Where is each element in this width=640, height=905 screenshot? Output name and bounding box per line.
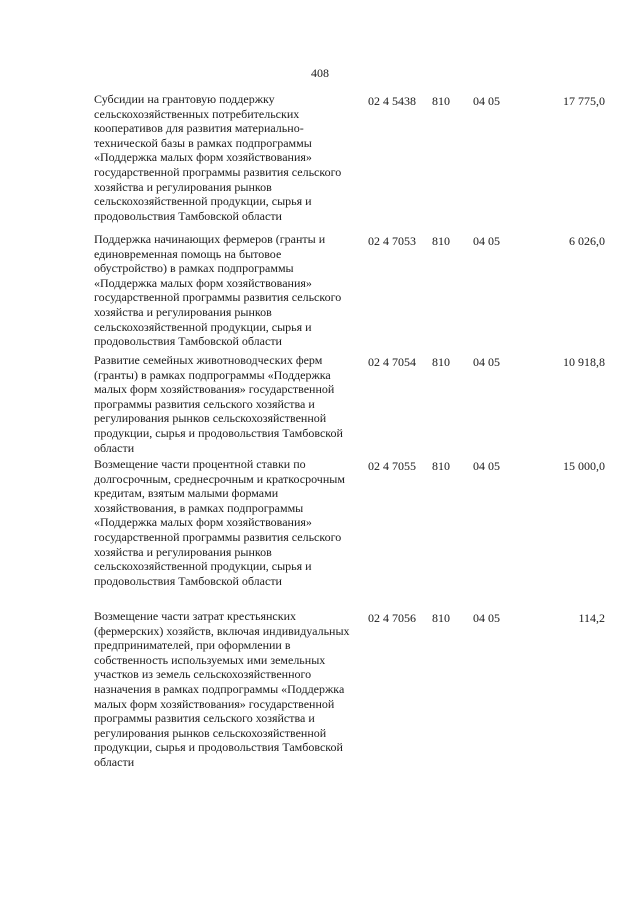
table-row bbox=[94, 457, 614, 609]
target-article-code: 02 4 7054 bbox=[368, 355, 416, 369]
page-number: 408 bbox=[311, 66, 329, 80]
target-article-code: 02 4 7056 bbox=[368, 611, 416, 625]
amount: 15 000,0 bbox=[563, 459, 605, 473]
table-row bbox=[94, 609, 614, 770]
table-row bbox=[94, 232, 614, 353]
section-code: 04 05 bbox=[473, 611, 500, 625]
amount: 10 918,8 bbox=[563, 355, 605, 369]
expense-type-code: 810 bbox=[432, 459, 450, 473]
target-article-code: 02 4 7055 bbox=[368, 459, 416, 473]
amount: 6 026,0 bbox=[569, 234, 605, 248]
row-description: Субсидии на грантовую поддержку сельскохозяйственных потребительских кооперативов для развития материально-технической базы в рамках подпрограммы «Поддержка малых форм хозяйствования» государственной программы развития сельского хозяйства и регулирования рынков сельскохозяйственной продукции, сырья и продовольствия Тамбовской области bbox=[94, 92, 342, 223]
section-code: 04 05 bbox=[473, 459, 500, 473]
row-description: Возмещение части процентной ставки по долгосрочным, среднесрочным и краткосрочным кредитам, взятым малыми формами хозяйствования, в рамках подпрограммы «Поддержка малых форм хозяйствования» государственной программы развития сельского хозяйства и регулирования рынков сельскохозяйственной продукции, сырья и продовольствия Тамбовской области bbox=[94, 457, 345, 588]
amount: 114,2 bbox=[578, 611, 605, 625]
budget-table bbox=[94, 92, 614, 770]
section-code: 04 05 bbox=[473, 234, 500, 248]
table-row bbox=[94, 92, 614, 232]
expense-type-code: 810 bbox=[432, 234, 450, 248]
target-article-code: 02 4 7053 bbox=[368, 234, 416, 248]
row-description: Возмещение части затрат крестьянских (фермерских) хозяйств, включая индивидуальных предпринимателей, при оформлении в собственность используемых ими земельных участков из земель сельскохозяйственного назначения в рамках подпрограммы «Поддержка малых форм хозяйствования» государственной программы развития сельского хозяйства и регулирования рынков сельскохозяйственной продукции, сырья и продовольствия Тамбовской области bbox=[94, 609, 350, 769]
expense-type-code: 810 bbox=[432, 94, 450, 108]
expense-type-code: 810 bbox=[432, 611, 450, 625]
amount: 17 775,0 bbox=[563, 94, 605, 108]
section-code: 04 05 bbox=[473, 355, 500, 369]
target-article-code: 02 4 5438 bbox=[368, 94, 416, 108]
row-description: Поддержка начинающих фермеров (гранты и единовременная помощь на бытовое обустройство) в рамках подпрограммы «Поддержка малых форм хозяйствования» государственной программы развития сельского хозяйства и регулирования рынков сельскохозяйственной продукции, сырья и продовольствия Тамбовской области bbox=[94, 232, 342, 349]
expense-type-code: 810 bbox=[432, 355, 450, 369]
row-description: Развитие семейных животноводческих ферм (гранты) в рамках подпрограммы «Поддержка малых форм хозяйствования» государственной программы развития сельского хозяйства и регулирования рынков сельскохозяйственной продукции, сырья и продовольствия Тамбовской области bbox=[94, 353, 343, 455]
section-code: 04 05 bbox=[473, 94, 500, 108]
table-row bbox=[94, 353, 614, 457]
